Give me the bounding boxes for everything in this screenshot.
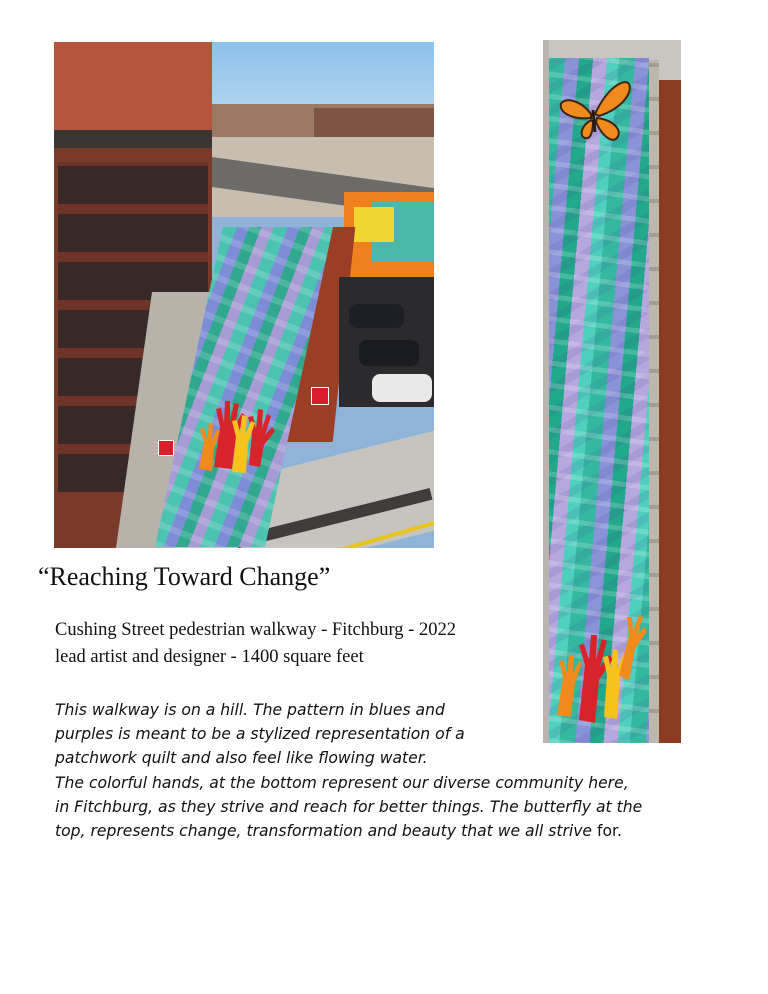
- do-not-enter-sign: [311, 387, 329, 405]
- parked-car-white: [372, 374, 432, 402]
- brick-building-facade: [54, 42, 212, 132]
- description-tail: for.: [592, 822, 622, 841]
- description-line-text: top, represents change, transformation and beauty that we all strive: [55, 822, 593, 841]
- description-line: This walkway is on a hill. The pattern in blues and: [55, 701, 445, 719]
- painted-hands: [194, 387, 284, 477]
- description-line: in Fitchburg, as they strive and reach for better things. The butterfly at the: [55, 797, 643, 816]
- role-info-line: lead artist and designer - 1400 square feet: [55, 647, 364, 667]
- description-line: patchwork quilt and also feel like flowing water.: [55, 749, 428, 768]
- vertical-panorama-photo: [543, 40, 681, 743]
- page-title: “Reaching Toward Change”: [38, 562, 331, 591]
- do-not-enter-sign: [158, 440, 174, 456]
- description-line: [55, 819, 705, 843]
- parked-car: [349, 304, 404, 328]
- mulch-strip: [659, 80, 681, 743]
- parked-car: [359, 340, 419, 366]
- description-paragraph: [55, 698, 705, 843]
- description-line: purples is meant to be a stylized representation of a: [55, 725, 465, 744]
- mural-painted-wall-yellow: [354, 207, 394, 242]
- building-cornice: [54, 130, 212, 148]
- distant-buildings-dark: [314, 108, 434, 138]
- aerial-photo: [54, 42, 434, 548]
- butterfly-icon: [553, 76, 633, 146]
- project-info-line: Cushing Street pedestrian walkway - Fitchburg - 2022: [55, 620, 456, 640]
- description-line: The colorful hands, at the bottom represent our diverse community here,: [55, 773, 629, 792]
